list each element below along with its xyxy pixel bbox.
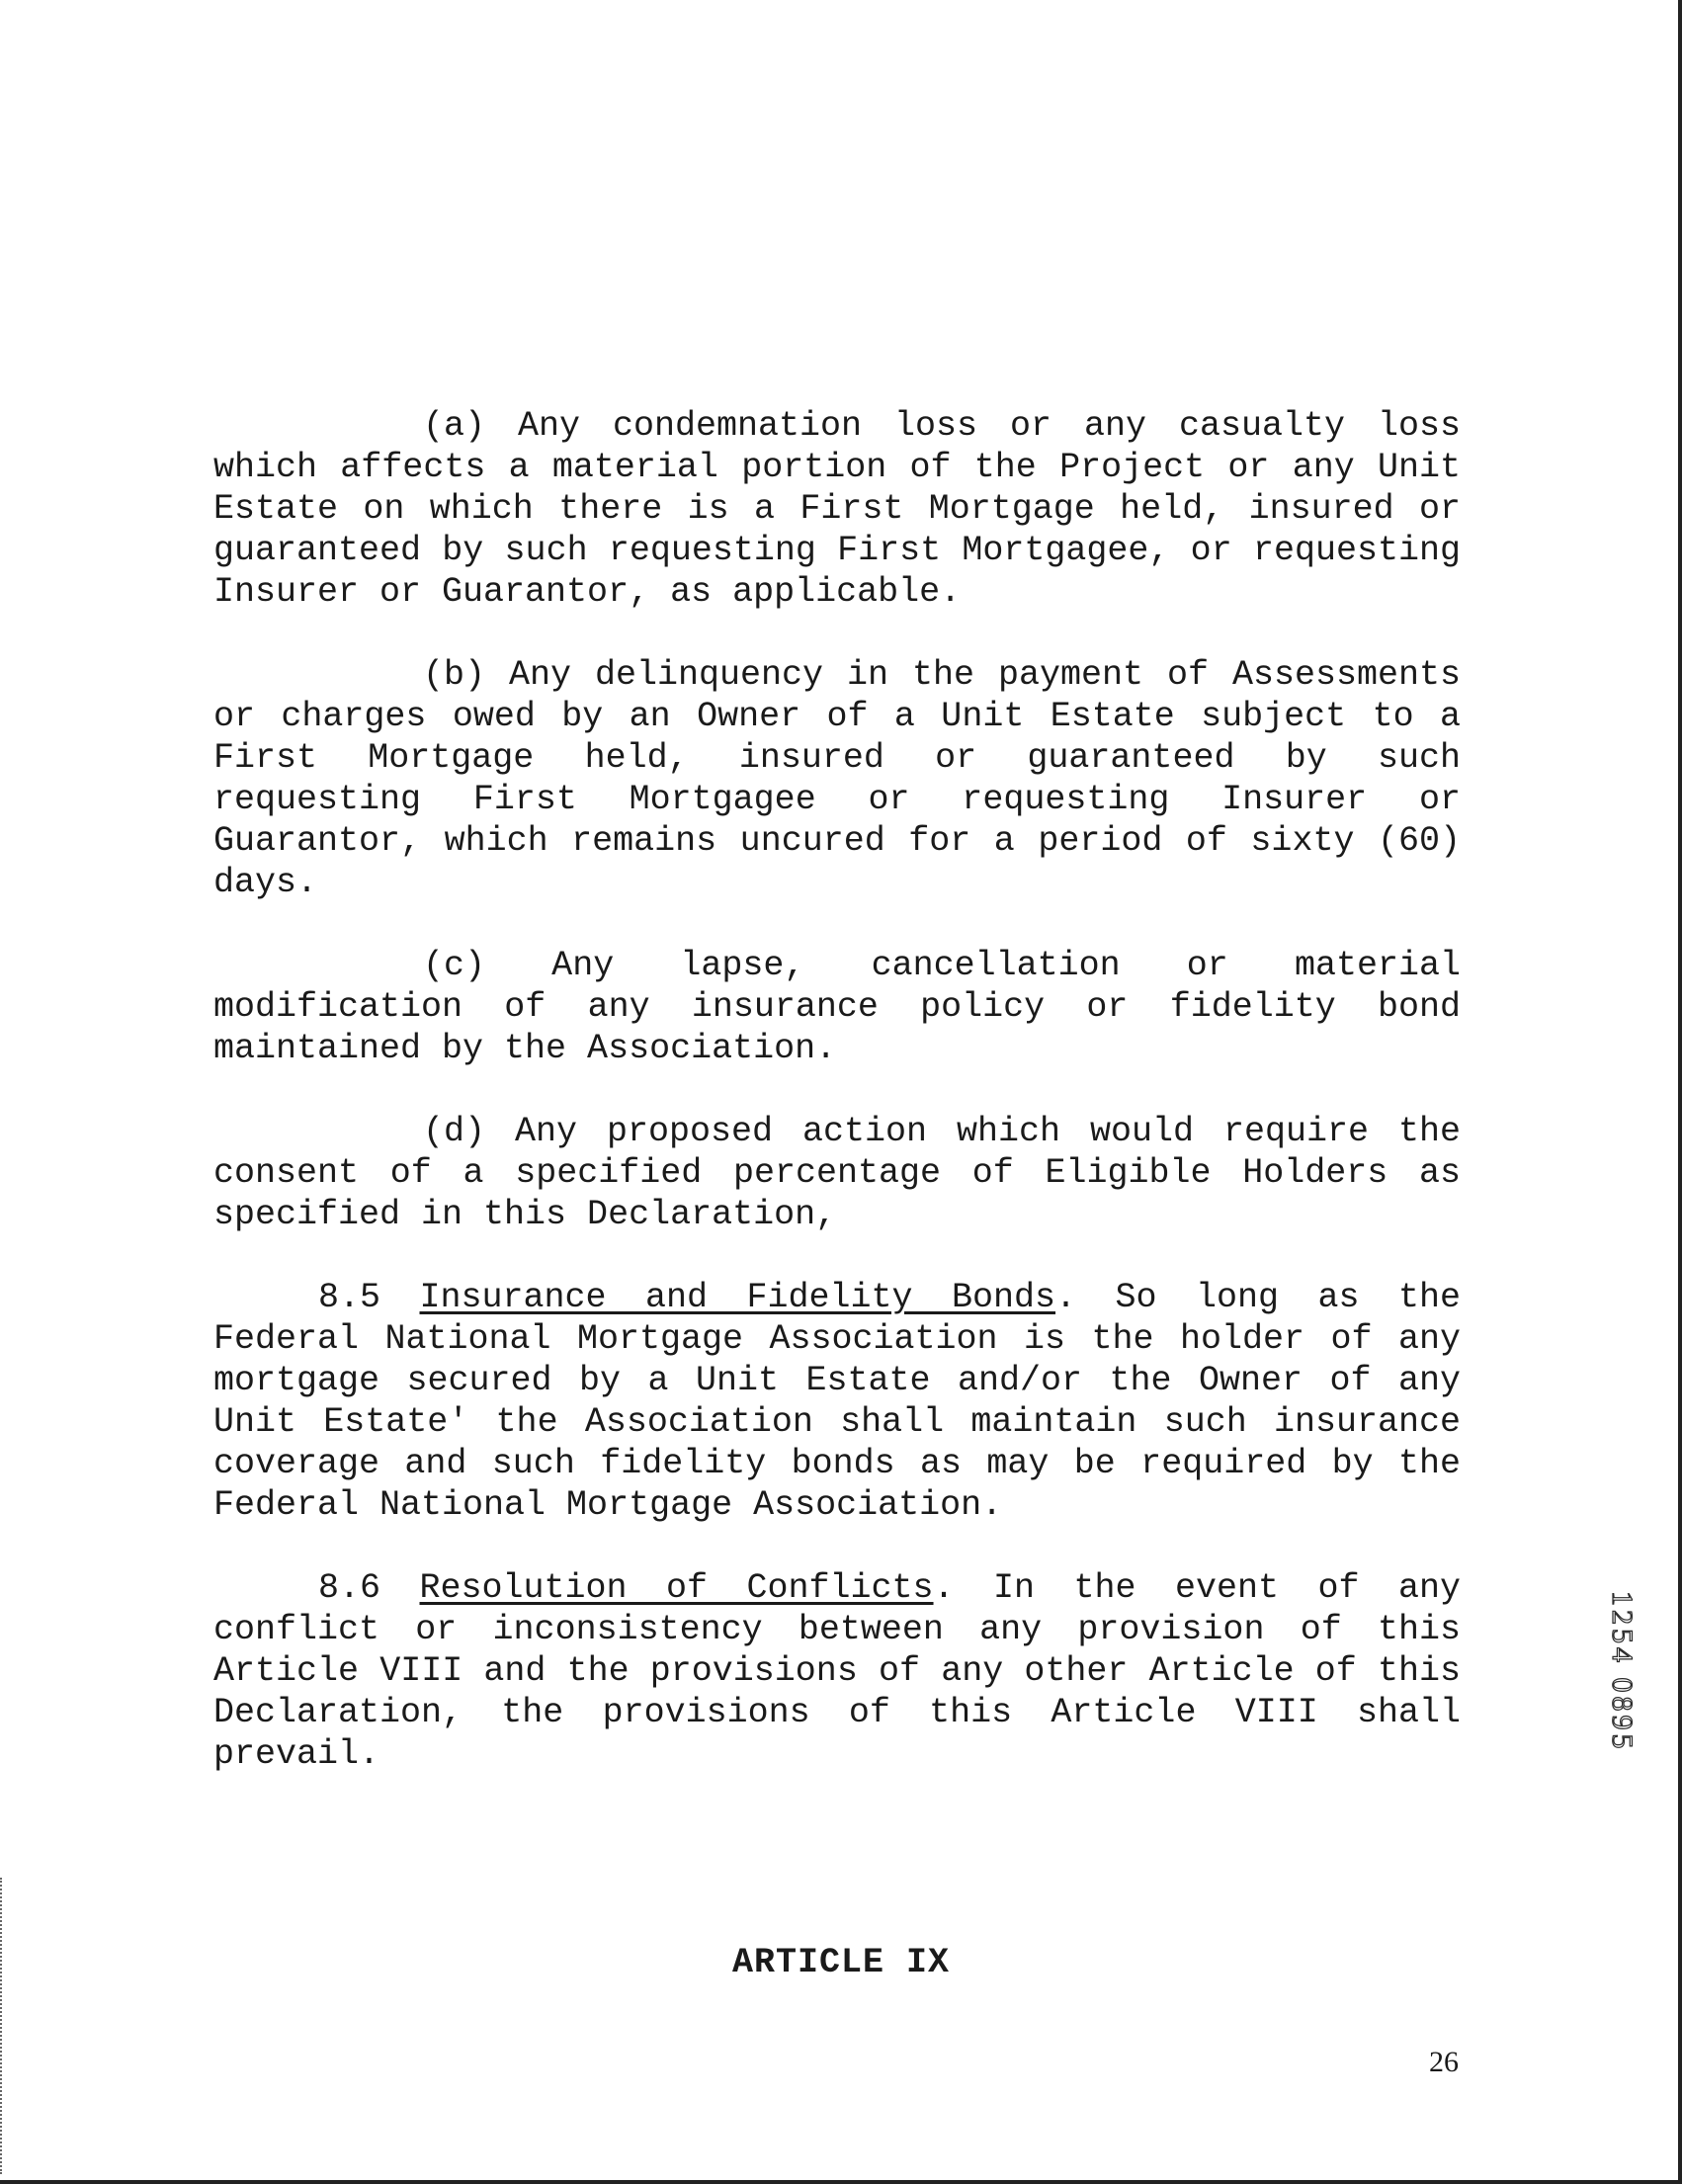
page-border-right xyxy=(1678,0,1682,2184)
recording-stamp-text: 1254 0895 xyxy=(1606,1591,1639,1753)
page-border-bottom xyxy=(0,2180,1682,2184)
section-8-5-body: . So long as the Federal National Mortgage Association is the holder of any mortgage secured by a Unit Estate and/or the Owner of any Unit Estate' the Association shall maintain such insurance coverage and such fidelity bonds as may be required by the Federal National Mortgage Association. xyxy=(213,1278,1461,1525)
section-8-5-number: 8.5 xyxy=(318,1278,381,1317)
paragraph-a: (a) Any condemnation loss or any casualty loss which affects a material portion of the Project or any Unit Estate on which there is a First Mortgage held, insured or guaranteed by such requesting First Mortgagee, or requesting Insurer or Guarantor, as applicable. xyxy=(213,406,1461,612)
section-8-6 xyxy=(213,1567,1461,1775)
paragraph-b: (b) Any delinquency in the payment of Assessments or charges owed by an Owner of a Unit Estate subject to a First Mortgage held, insured or guaranteed by such requesting First Mortgagee or requesting Insurer or Guarantor, which remains uncured for a period of sixty (60) days. xyxy=(213,655,1461,902)
left-edge-marks xyxy=(0,1878,5,2174)
document-body xyxy=(213,405,1461,1816)
paragraph-d: (d) Any proposed action which would require the consent of a specified percentage of Eligible Holders as specified in this Declaration, xyxy=(213,1112,1461,1234)
section-8-6-title: Resolution of Conflicts xyxy=(419,1568,934,1608)
section-8-6-number: 8.6 xyxy=(318,1568,381,1608)
section-8-5 xyxy=(213,1277,1461,1526)
section-8-6-body: . In the event of any conflict or inconsistency between any provision of this Article VIII and the provisions of any other Article of this Declaration, the provisions of this Article VIII shall prevail. xyxy=(213,1568,1461,1774)
article-heading: ARTICLE IX xyxy=(731,1943,951,1982)
recording-stamp xyxy=(1605,1591,1644,1868)
page-number: 26 xyxy=(1429,2046,1459,2078)
section-8-5-title: Insurance and Fidelity Bonds xyxy=(419,1278,1056,1317)
paragraph-c: (c) Any lapse, cancellation or material modification of any insurance policy or fidelity bond maintained by the Association. xyxy=(213,946,1461,1068)
